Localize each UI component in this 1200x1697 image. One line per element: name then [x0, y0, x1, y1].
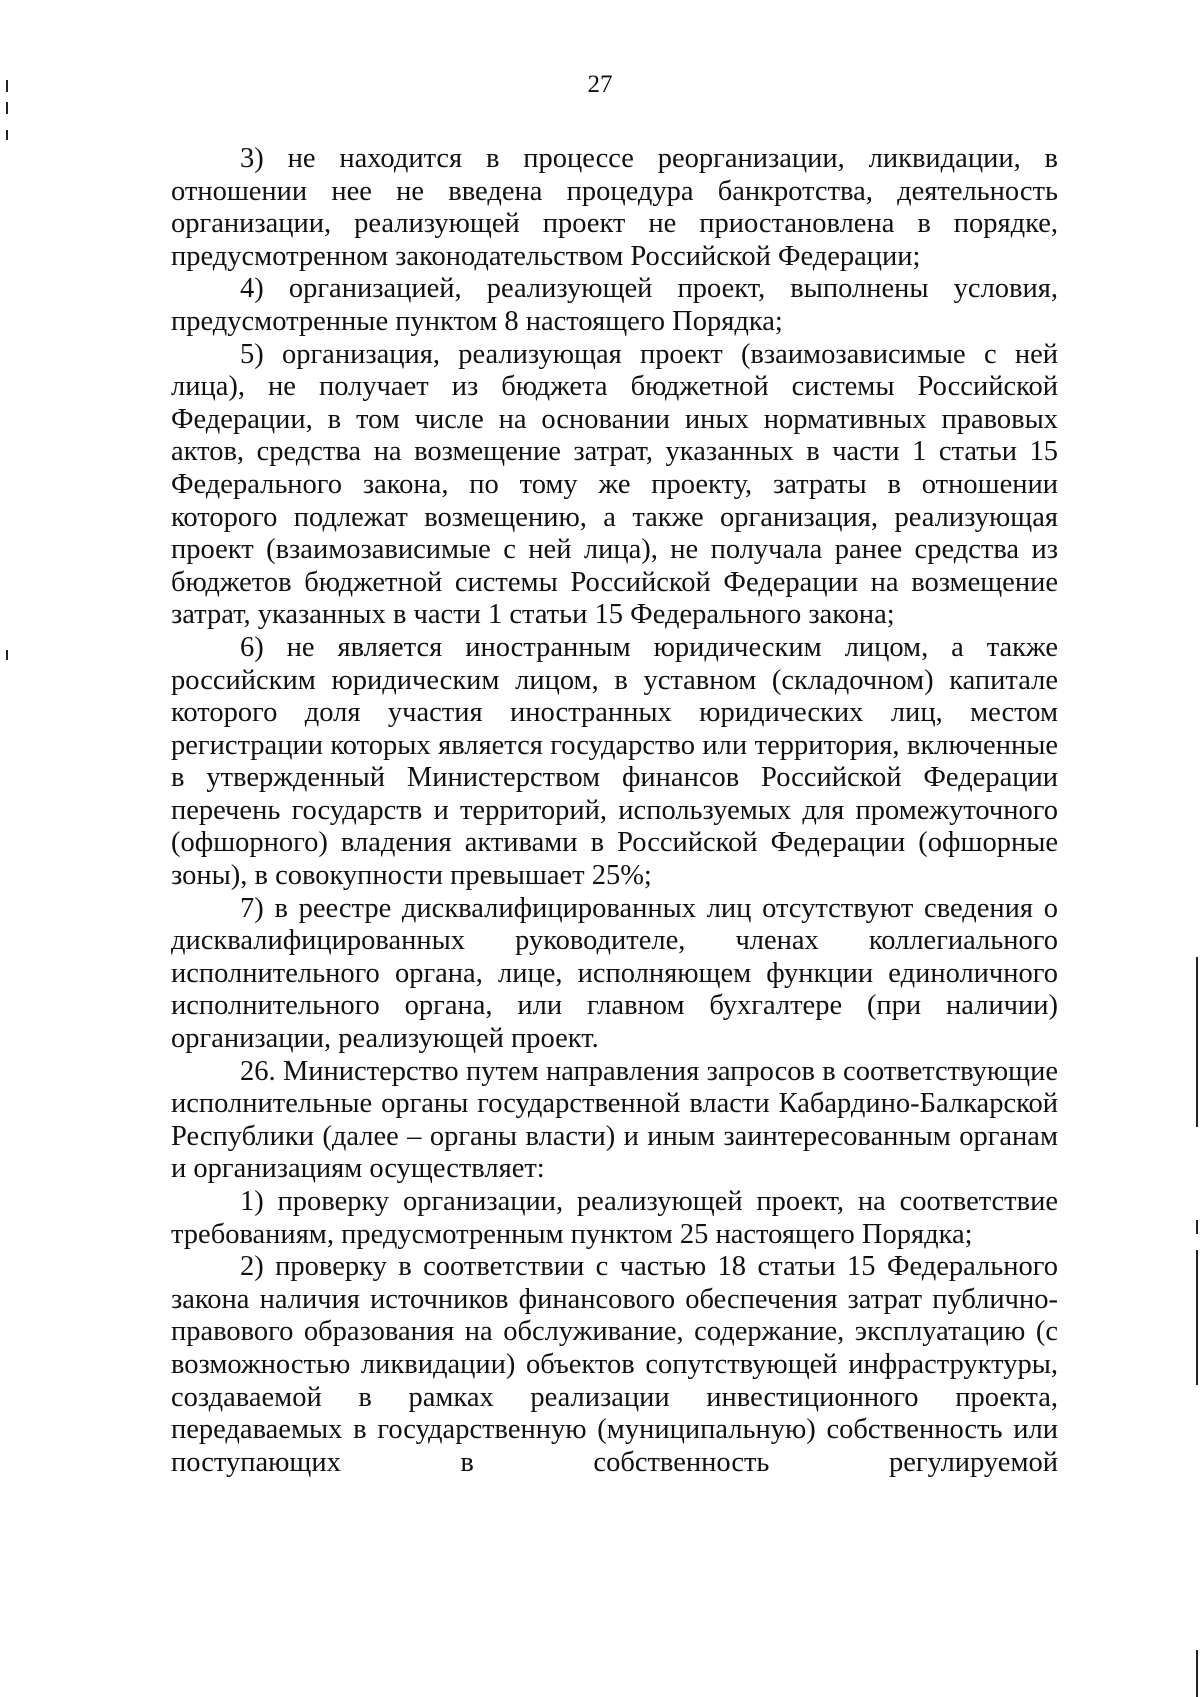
scan-mark-right-2: [1196, 1220, 1198, 1234]
paragraph-item-3: 3) не находится в процессе реорганизации, ликвидации, в отношении нее не введена процедура банкротства, деятельность организации, реализующей проект не приостановлена в порядке, предусмотренном законодательством Российской Федерации;: [171, 143, 1058, 272]
paragraph-item-6: 6) не является иностранным юридическим лицом, а также российским юридическим лицом, в уставном (складочном) капитале которого доля участия иностранных юридических лиц, местом регистрации которых является государство или территория, включенные в утвержденный Министерством финансов Российской Федерации перечень государств и территорий, используемых для промежуточного (офшорного) владения активами в Российской Федерации (офшорные зоны), в совокупности превышает 25%;: [171, 631, 1058, 892]
paragraph-subitem-1: 1) проверку организации, реализующей проект, на соответствие требованиям, предусмотренным пунктом 25 настоящего Порядка;: [171, 1186, 1058, 1250]
document-body: [171, 143, 1058, 1479]
scan-mark-left-2: [6, 102, 8, 114]
scan-mark-right-3: [1196, 1250, 1198, 1385]
scan-mark-left-1: [6, 80, 8, 92]
paragraph-item-4: 4) организацией, реализующей проект, выполнены условия, предусмотренные пунктом 8 настоящего Порядка;: [171, 273, 1058, 337]
paragraph-clause-26: 26. Министерство путем направления запросов в соответствующие исполнительные органы государственной власти Кабардино-Балкарской Республики (далее – органы власти) и иным заинтересованным органам и организациям осуществляет:: [171, 1055, 1058, 1185]
paragraph-item-5: 5) организация, реализующая проект (взаимозависимые с ней лица), не получает из бюджета бюджетной системы Российской Федерации, в том числе на основании иных нормативных правовых актов, средства на возмещение затрат, указанных в части 1 статьи 15 Федерального закона, по тому же проекту, затраты в отношении которого подлежат возмещению, а также организация, реализующая проект (взаимозависимые с ней лица), не получала ранее средства из бюджетов бюджетной системы Российской Федерации на возмещение затрат, указанных в части 1 статьи 15 Федерального закона;: [171, 338, 1058, 631]
paragraph-subitem-2: 2) проверку в соответствии с частью 18 статьи 15 Федерального закона наличия источников финансового обеспечения затрат публично-правового образования на обслуживание, содержание, эксплуатацию (с возможностью ликвидации) объектов сопутствующей инфраструктуры, создаваемой в рамках реализации инвестиционного проекта, передаваемых в государственную (муниципальную) собственность или поступающих в собственность регулируемой: [171, 1251, 1058, 1478]
scan-mark-left-3: [6, 130, 8, 140]
scan-mark-left-4: [6, 650, 8, 660]
paragraph-item-7: 7) в реестре дисквалифицированных лиц отсутствуют сведения о дисквалифицированных руководителе, членах коллегиального исполнительного органа, лице, исполняющем функции единоличного исполнительного органа, или главном бухгалтере (при наличии) организации, реализующей проект.: [171, 892, 1058, 1055]
page-number: 27: [587, 71, 613, 98]
scan-mark-right-4: [1196, 1650, 1198, 1697]
scan-mark-right-1: [1196, 957, 1198, 1127]
